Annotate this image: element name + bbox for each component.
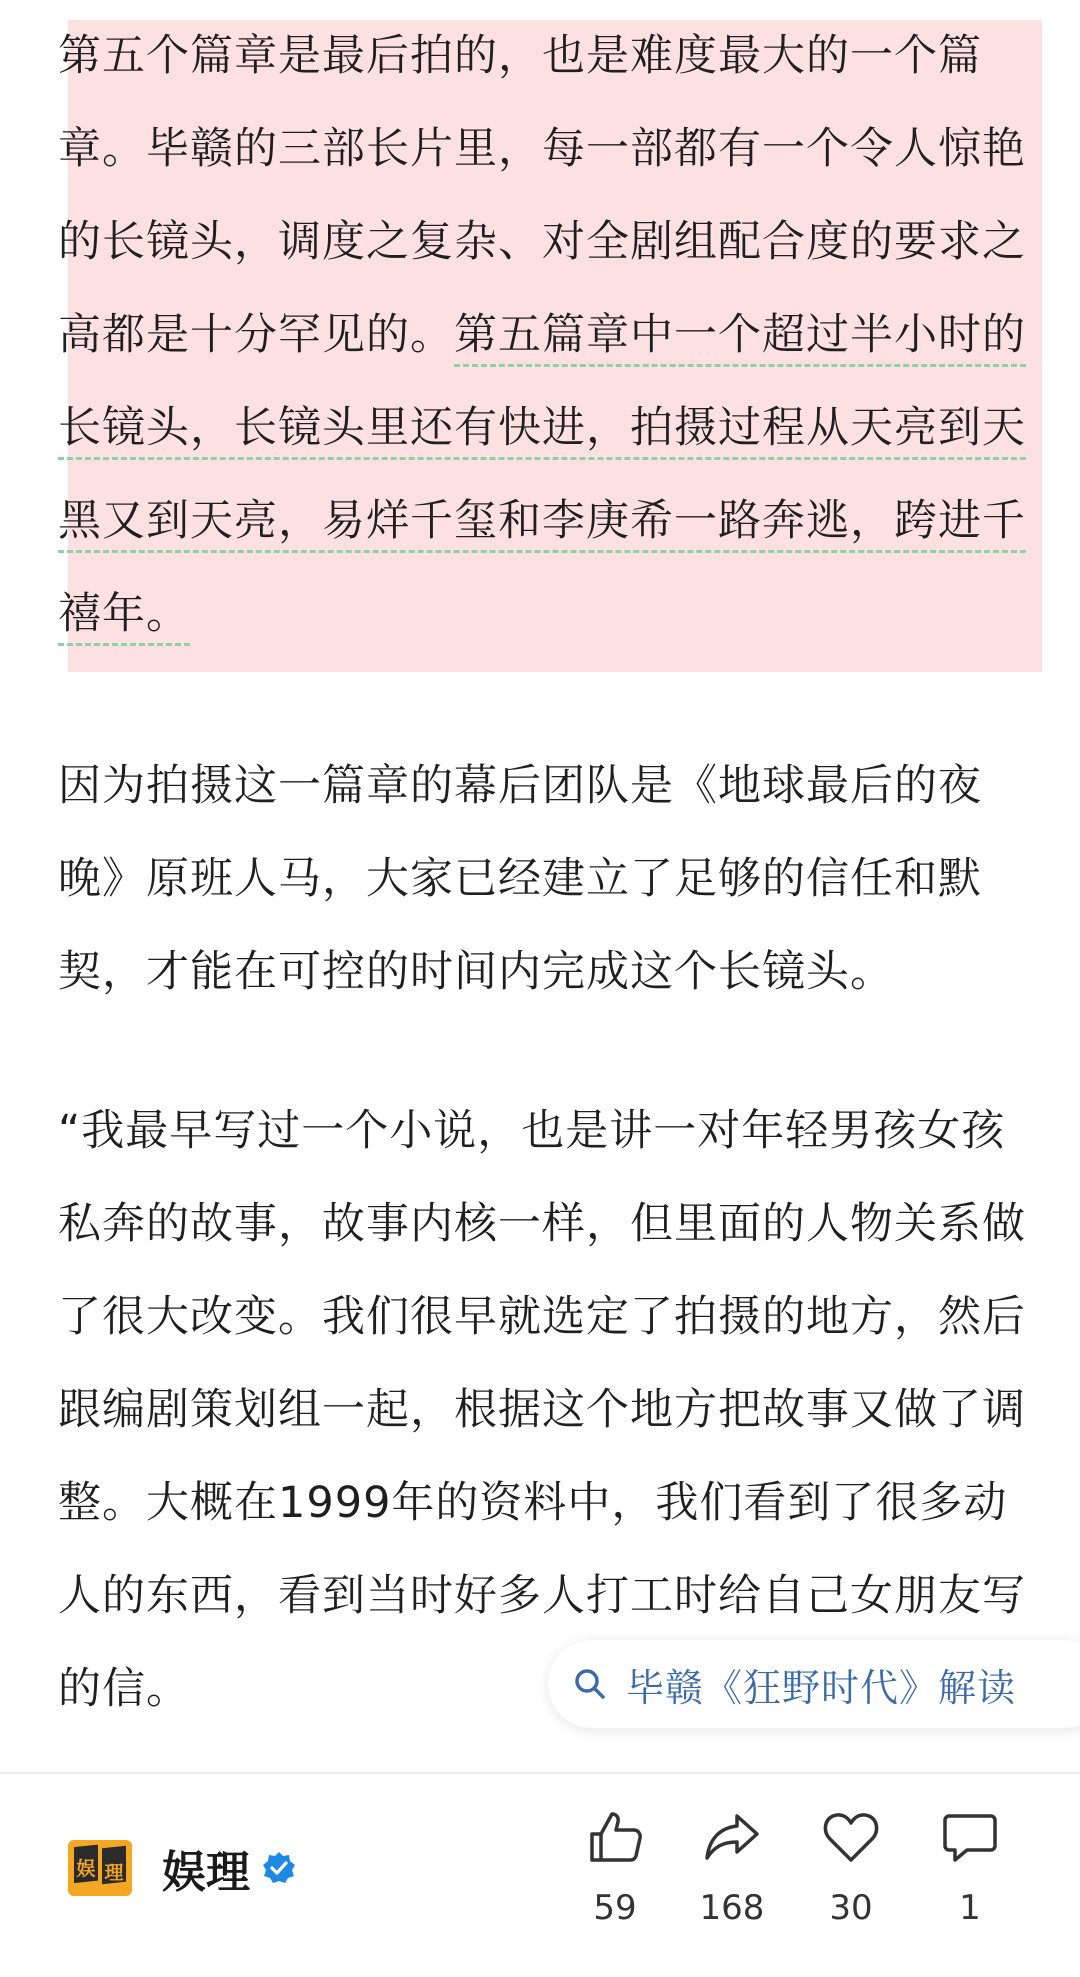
favorite-count: 30	[829, 1888, 873, 1928]
author-info[interactable]	[66, 1834, 296, 1902]
share-button[interactable]	[677, 1808, 787, 1928]
paragraph-1-text: 第五个篇章是最后拍的，也是难度最大的一个篇章。毕赣的三部长片里，每一部都有一个令人惊艳的长镜头，调度之复杂、对全剧组配合度的要求之高都是十分罕见的。	[58, 31, 1026, 360]
like-count: 59	[593, 1888, 637, 1928]
underlined-highlight-text[interactable]: 第五篇章中一个超过半小时的长镜头，长镜头里还有快进，拍摄过程从天亮到天黑又到天亮，易烊千玺和李庚希一路奔逃，跨进千禧年。	[58, 310, 1026, 646]
avatar-logo-icon	[66, 1834, 134, 1902]
comment-button[interactable]	[915, 1808, 1025, 1928]
avatar-char-2: 理	[104, 1862, 124, 1884]
favorite-button[interactable]	[796, 1808, 906, 1928]
search-suggestion-label: 毕赣《狂野时代》解读	[626, 1665, 1017, 1710]
article-paragraph-1	[58, 10, 1026, 661]
bottom-action-bar	[0, 1772, 1080, 1977]
avatar-char-1: 娱	[76, 1858, 96, 1880]
article-paragraph-2: 因为拍摄这一篇章的幕后团队是《地球最后的夜晚》原班人马，大家已经建立了足够的信任和默契，才能在可控的时间内完成这个长镜头。	[58, 761, 982, 997]
related-search-suggestion[interactable]	[548, 1640, 1080, 1728]
verified-badge-icon	[262, 1851, 296, 1885]
comment-bubble-icon	[941, 1808, 999, 1866]
like-button[interactable]	[560, 1808, 670, 1928]
avatar[interactable]	[66, 1834, 134, 1902]
article-paragraph-3: “我最早写过一个小说，也是讲一对年轻男孩女孩私奔的故事，故事内核一样，但里面的人物关系做了很大改变。我们很早就选定了拍摄的地方，然后跟编剧策划组一起，根据这个地方把故事又做了调整。大概在1999年的资料中，我们看到了很多动人的东西，看到当时好多人打工时给自己女朋友写的信。	[58, 1106, 1026, 1714]
heart-icon	[822, 1808, 880, 1866]
search-icon	[572, 1666, 608, 1702]
share-arrow-icon	[703, 1808, 761, 1866]
thumbs-up-icon	[586, 1808, 644, 1866]
share-count: 168	[699, 1888, 765, 1928]
author-name[interactable]: 娱理	[162, 1847, 250, 1898]
comment-count: 1	[959, 1888, 981, 1928]
